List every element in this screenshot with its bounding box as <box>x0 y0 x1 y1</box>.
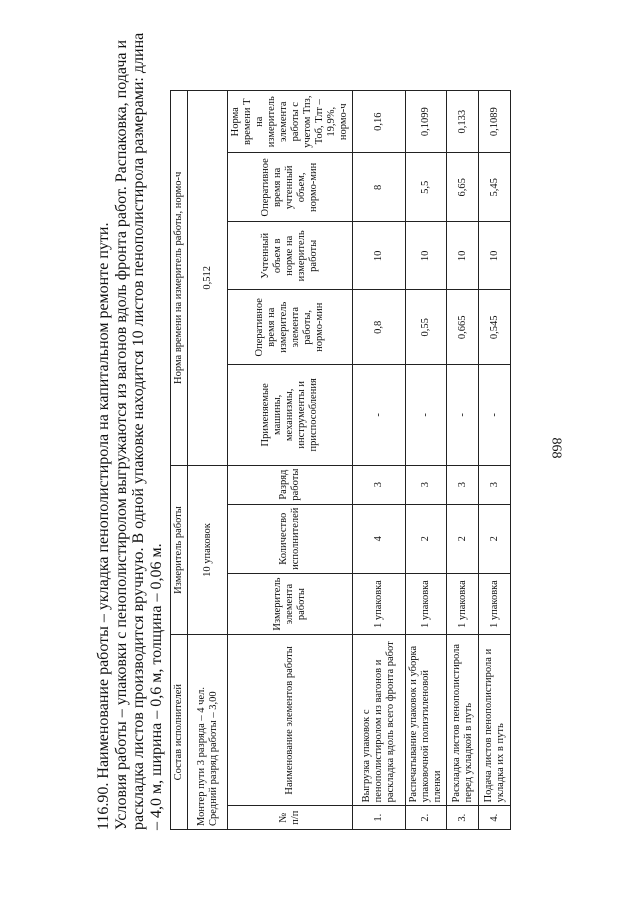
meter-value: 10 упаковок <box>188 465 228 635</box>
table-row <box>353 91 406 830</box>
row-meter: 1 упаковка <box>406 573 447 634</box>
norm-value: 0,512 <box>188 91 228 466</box>
row-volume: 10 <box>447 222 479 290</box>
page-number: 868 <box>548 437 564 459</box>
row-name: Подача листов пенополистирола и укладка их в путь <box>479 635 511 806</box>
row-norm: 0,133 <box>447 91 479 153</box>
row-op-volume: 5,45 <box>479 153 511 222</box>
norm-table <box>170 90 511 830</box>
row-workers: 2 <box>447 504 479 573</box>
table-row <box>447 91 479 830</box>
row-grade: 3 <box>447 465 479 504</box>
row-meter: 1 упаковка <box>353 573 406 634</box>
row-workers: 2 <box>406 504 447 573</box>
row-meter: 1 упаковка <box>479 573 511 634</box>
row-grade: 3 <box>353 465 406 504</box>
table-row <box>406 91 447 830</box>
header-row-3 <box>228 91 353 830</box>
row-norm: 0,16 <box>353 91 406 153</box>
row-machines: - <box>406 365 447 466</box>
row-grade: 3 <box>479 465 511 504</box>
row-machines: - <box>479 365 511 466</box>
row-num: 4. <box>479 806 511 830</box>
element-name-header: Наименование элементов работы <box>228 635 353 806</box>
norm-header: Норма времени на измеритель работы, нормо-ч <box>171 91 188 466</box>
volume-header: Учтенный объем в норме на измеритель работы <box>228 222 353 290</box>
grade-header: Разряд работы <box>228 465 353 504</box>
row-volume: 10 <box>479 222 511 290</box>
row-name: Распечатывание упаковок и уборка упаковочной полиэтиленовой пленки <box>406 635 447 806</box>
crew-line-2: Средний разряд работы – 3,00 <box>207 691 219 826</box>
crew-cell <box>188 635 228 830</box>
rotated-document <box>95 30 515 830</box>
row-op-time: 0,55 <box>406 290 447 365</box>
crew-header: Состав исполнителей <box>171 635 188 830</box>
num-header: № п/п <box>228 806 353 830</box>
table-row <box>479 91 511 830</box>
machines-header: Применяемые машины, механизмы, инструменты и приспособления <box>228 365 353 466</box>
workers-header: Количество исполнителей <box>228 504 353 573</box>
row-op-time: 0,665 <box>447 290 479 365</box>
row-norm: 0,1089 <box>479 91 511 153</box>
row-op-volume: 5,5 <box>406 153 447 222</box>
row-volume: 10 <box>406 222 447 290</box>
op-time-volume-header: Оперативное время на учтенный объем, нормо-мин <box>228 153 353 222</box>
section-heading: 116.90. Наименование работы – укладка пенополистирола на капитальном ремонте пути. <box>95 222 112 830</box>
meter-header: Измеритель работы <box>171 465 188 635</box>
header-row-1 <box>171 91 188 830</box>
op-time-header: Оперативное время на измеритель элемента работы, нормо-мин <box>228 290 353 365</box>
row-workers: 2 <box>479 504 511 573</box>
row-name: Раскладка листов пенополистирола перед укладкой в путь <box>447 635 479 806</box>
row-workers: 4 <box>353 504 406 573</box>
row-norm: 0,1099 <box>406 91 447 153</box>
row-machines: - <box>353 365 406 466</box>
row-name: Выгрузка упаковок с пенополистиролом из вагонов и раскладка вдоль всего фронта работ <box>353 635 406 806</box>
row-op-volume: 8 <box>353 153 406 222</box>
row-num: 1. <box>353 806 406 830</box>
row-grade: 3 <box>406 465 447 504</box>
crew-line-1: Монтер пути 3 разряда – 4 чел. <box>195 687 207 826</box>
row-op-time: 0,545 <box>479 290 511 365</box>
intro-block <box>95 30 165 830</box>
row-op-time: 0,8 <box>353 290 406 365</box>
row-machines: - <box>447 365 479 466</box>
row-num: 2. <box>406 806 447 830</box>
row-meter: 1 упаковка <box>447 573 479 634</box>
work-conditions: Условия работы – упаковки с пенополистиролом выгружаются из вагонов вдоль фронта работ. Распаковка, подача и раскладка листов производится вручную. В одной упаковке находится 10 листов пенополистирола размерами: длина – 4,0 м, ширина – 0,6 м, толщина – 0,06 м. <box>112 32 165 830</box>
element-meter-header: Измеритель элемента работы <box>228 573 353 634</box>
row-op-volume: 6,65 <box>447 153 479 222</box>
norm-time-header: Норма времени Т на измеритель элемента работы с учетом Тпз, Тоб, Тлт – 19,9%, нормо-ч <box>228 91 353 153</box>
row-volume: 10 <box>353 222 406 290</box>
header-row-2 <box>188 91 228 830</box>
row-num: 3. <box>447 806 479 830</box>
